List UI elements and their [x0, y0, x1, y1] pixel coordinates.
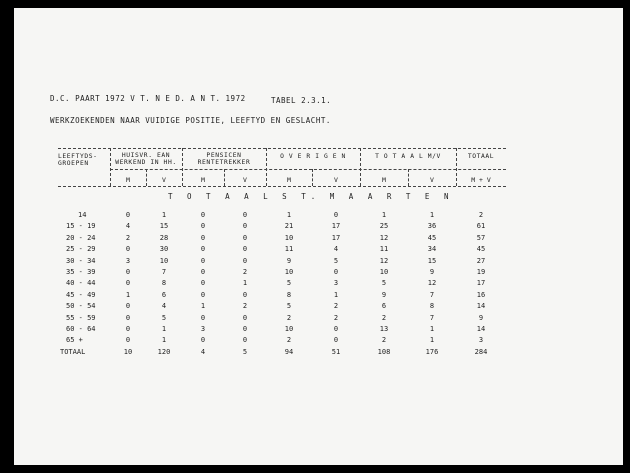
- table-row: [58, 257, 506, 268]
- table-cell: 12: [379, 256, 389, 265]
- table-row: [58, 348, 506, 359]
- table-row: [58, 279, 506, 290]
- table-cell: 1: [381, 211, 387, 219]
- table-cell: 17: [476, 279, 486, 288]
- age-group-label: 45 - 49: [66, 290, 96, 299]
- table-cell: 36: [427, 222, 437, 231]
- table-cell: 5: [333, 256, 339, 265]
- table-cell: 7: [429, 313, 435, 322]
- age-group-label: 35 - 39: [66, 268, 96, 276]
- table-cell: 28: [159, 233, 169, 242]
- table-cell: 1: [429, 336, 435, 345]
- table-cell: 0: [125, 313, 131, 322]
- table-cell: 176: [425, 347, 439, 356]
- table-cell: 5: [161, 313, 167, 322]
- table-cell: 1: [161, 325, 167, 333]
- table-cell: 4: [161, 302, 167, 311]
- table-cell: 120: [157, 347, 171, 356]
- data-table: [58, 148, 506, 376]
- table-cell: 10: [284, 268, 294, 276]
- age-group-label: 60 - 64: [66, 325, 96, 333]
- table-cell: 0: [200, 245, 206, 254]
- table-row: [58, 245, 506, 256]
- table-cell: 5: [242, 347, 248, 356]
- table-rule-header: [110, 169, 506, 170]
- table-cell: 3: [333, 279, 339, 288]
- table-cell: 108: [377, 347, 391, 356]
- table-cell: 1: [125, 290, 131, 299]
- table-row: [58, 325, 506, 336]
- table-cell: 1: [161, 336, 167, 345]
- table-cell: 10: [123, 347, 133, 356]
- table-cell: 9: [478, 313, 484, 322]
- header-pensioners: PENSICEN RENTETREKKER: [197, 152, 251, 166]
- table-cell: 17: [331, 233, 341, 242]
- table-row: [58, 222, 506, 233]
- table-row: [58, 314, 506, 325]
- table-cell: 0: [125, 279, 131, 288]
- table-cell: 0: [200, 268, 206, 276]
- table-cell: 14: [476, 325, 486, 333]
- table-cell: 0: [200, 256, 206, 265]
- table-cell: 1: [200, 302, 206, 311]
- table-cell: 25: [379, 222, 389, 231]
- subheader-m: M: [126, 176, 130, 184]
- table-cell: 17: [331, 222, 341, 231]
- table-cell: 0: [125, 336, 131, 345]
- table-cell: 0: [333, 211, 339, 219]
- table-cell: 5: [286, 279, 292, 288]
- table-number: TABEL 2.3.1.: [271, 96, 332, 105]
- table-cell: 11: [284, 245, 294, 254]
- table-cell: 0: [200, 233, 206, 242]
- table-cell: 1: [242, 279, 248, 288]
- table-cell: 0: [125, 302, 131, 311]
- subheader-m-plus-v: M + V: [471, 176, 491, 184]
- subheader-v: V: [243, 176, 247, 184]
- header-others: O V E R I G E N: [280, 153, 346, 160]
- table-cell: 2: [286, 313, 292, 322]
- table-cell: 1: [161, 211, 167, 219]
- table-cell: 2: [381, 336, 387, 345]
- header-total-mv: T O T A A L M/V: [375, 153, 441, 160]
- table-cell: 4: [125, 222, 131, 231]
- table-cell: 13: [379, 325, 389, 333]
- table-cell: 0: [200, 313, 206, 322]
- table-cell: 1: [286, 211, 292, 219]
- table-cell: 0: [242, 325, 248, 333]
- table-cell: 1: [333, 290, 339, 299]
- table-cell: 4: [200, 347, 206, 356]
- scanned-page: [14, 8, 623, 465]
- table-cell: 0: [242, 290, 248, 299]
- header-total: TOTAAL: [467, 153, 495, 160]
- table-cell: 1: [429, 325, 435, 333]
- table-cell: 0: [200, 222, 206, 231]
- table-cell: 0: [333, 336, 339, 345]
- table-cell: 5: [286, 302, 292, 311]
- table-cell: 8: [286, 290, 292, 299]
- table-cell: 27: [476, 256, 486, 265]
- table-cell: 9: [381, 290, 387, 299]
- table-cell: 12: [427, 279, 437, 288]
- header-age-group: LEEFTYDS- GROEPEN: [58, 153, 98, 167]
- table-cell: 2: [242, 268, 248, 276]
- table-cell: 0: [125, 211, 131, 219]
- table-row: [58, 291, 506, 302]
- age-group-label: 65 +: [66, 336, 83, 345]
- table-cell: 3: [200, 325, 206, 333]
- table-rule-top: [58, 148, 506, 149]
- table-cell: 7: [429, 290, 435, 299]
- subheader-v: V: [430, 176, 434, 184]
- table-cell: 12: [379, 233, 389, 242]
- age-group-label: 30 - 34: [66, 256, 96, 265]
- table-cell: 9: [286, 256, 292, 265]
- table-row: [58, 211, 506, 222]
- table-cell: 0: [242, 211, 248, 219]
- table-cell: 5: [381, 279, 387, 288]
- table-cell: 4: [333, 245, 339, 254]
- table-cell: 2: [381, 313, 387, 322]
- table-cell: 0: [200, 336, 206, 345]
- table-cell: 0: [242, 256, 248, 265]
- document-heading: D.C. PAART 1972 V T. N E D. A N T. 1972: [50, 94, 246, 103]
- table-cell: 21: [284, 222, 294, 231]
- table-rule-subheader: [58, 186, 506, 187]
- table-cell: 2: [333, 302, 339, 311]
- subheader-m: M: [382, 176, 386, 184]
- table-cell: 34: [427, 245, 437, 254]
- table-cell: 2: [333, 313, 339, 322]
- header-housewives: HUISVR. EAN WERKEND IN HH.: [115, 152, 177, 166]
- table-cell: 8: [429, 302, 435, 311]
- table-row: [58, 268, 506, 279]
- age-group-label: 14: [78, 211, 87, 219]
- table-cell: 45: [427, 233, 437, 242]
- table-cell: 0: [242, 336, 248, 345]
- table-cell: 7: [161, 268, 167, 276]
- table-cell: 2: [478, 211, 484, 219]
- table-row: [58, 234, 506, 245]
- table-cell: 284: [474, 347, 488, 356]
- table-row: [58, 336, 506, 347]
- section-label: T O T A A L S T. M A A R T E N: [168, 192, 454, 201]
- table-cell: 11: [379, 245, 389, 254]
- table-cell: 57: [476, 233, 486, 242]
- subheader-m: M: [201, 176, 205, 184]
- table-cell: 16: [476, 290, 486, 299]
- age-group-label: 20 - 24: [66, 233, 96, 242]
- table-cell: 0: [333, 325, 339, 333]
- table-cell: 15: [427, 256, 437, 265]
- table-cell: 3: [125, 256, 131, 265]
- table-cell: 10: [284, 233, 294, 242]
- table-cell: 94: [284, 347, 294, 356]
- table-cell: 9: [429, 268, 435, 276]
- subheader-m: M: [287, 176, 291, 184]
- age-group-label: 25 - 29: [66, 245, 96, 254]
- age-group-label: 40 - 44: [66, 279, 96, 288]
- table-cell: 0: [125, 245, 131, 254]
- table-cell: 0: [200, 279, 206, 288]
- table-cell: 14: [476, 302, 486, 311]
- table-cell: 0: [242, 222, 248, 231]
- table-cell: 10: [284, 325, 294, 333]
- age-group-label: 55 - 59: [66, 313, 96, 322]
- table-cell: 0: [125, 325, 131, 333]
- table-cell: 0: [242, 313, 248, 322]
- table-cell: 10: [159, 256, 169, 265]
- table-row: [58, 302, 506, 313]
- table-cell: 6: [381, 302, 387, 311]
- table-cell: 45: [476, 245, 486, 254]
- table-cell: 2: [286, 336, 292, 345]
- subheader-v: V: [162, 176, 166, 184]
- table-subtitle: WERKZOEKENDEN NAAR VUIDIGE POSITIE, LEEFTYD EN GESLACHT.: [50, 116, 331, 125]
- table-cell: 1: [429, 211, 435, 219]
- table-cell: 51: [331, 347, 341, 356]
- table-cell: 2: [242, 302, 248, 311]
- age-group-label: 50 - 54: [66, 302, 96, 311]
- table-cell: 0: [242, 233, 248, 242]
- table-cell: 10: [379, 268, 389, 276]
- table-cell: 61: [476, 222, 486, 231]
- subheader-v: V: [334, 176, 338, 184]
- age-group-label: TOTAAL: [60, 347, 86, 356]
- table-cell: 0: [333, 268, 339, 276]
- table-cell: 0: [125, 268, 131, 276]
- table-cell: 19: [476, 268, 486, 276]
- table-cell: 8: [161, 279, 167, 288]
- age-group-label: 15 - 19: [66, 222, 96, 231]
- table-cell: 0: [200, 290, 206, 299]
- table-cell: 0: [200, 211, 206, 219]
- table-cell: 15: [159, 222, 169, 231]
- table-cell: 30: [159, 245, 169, 254]
- table-cell: 0: [242, 245, 248, 254]
- table-cell: 3: [478, 336, 484, 345]
- table-cell: 2: [125, 233, 131, 242]
- table-cell: 6: [161, 290, 167, 299]
